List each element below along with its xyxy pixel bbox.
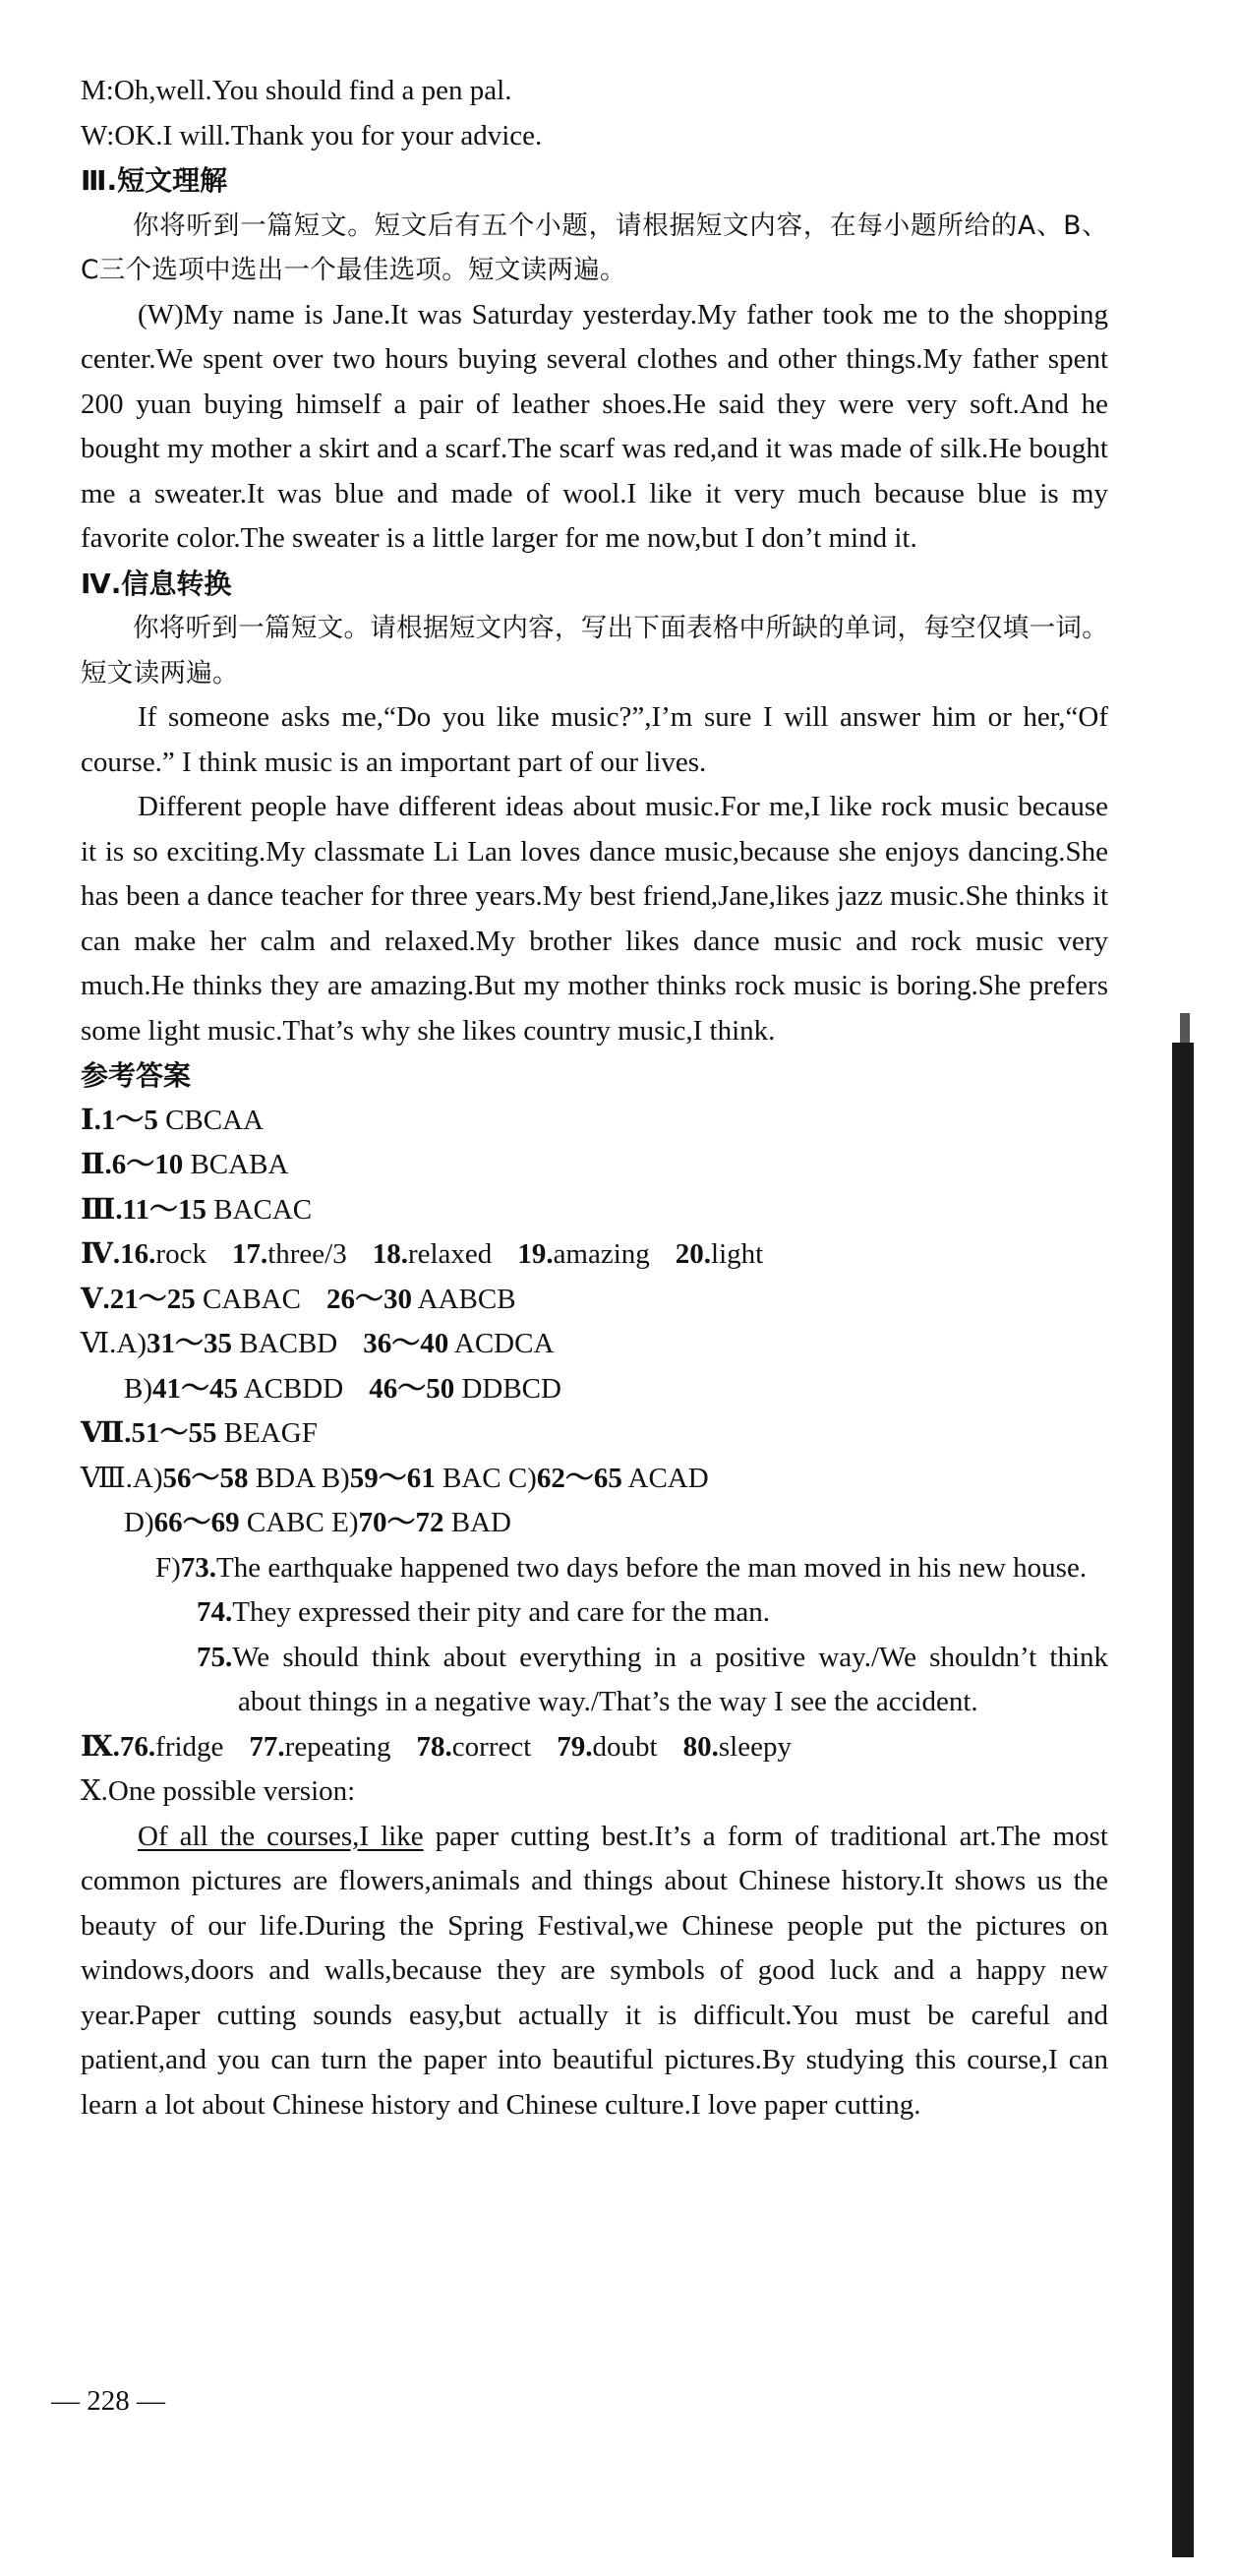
section4-instruction: 你将听到一篇短文。请根据短文内容，写出下面表格中所缺的单词，每空仅填一词。短文读两遍。 <box>81 613 1108 689</box>
answer-row-1: Ⅰ.1～5 CBCAA <box>81 1104 265 1136</box>
essay-underlined-phrase: Of all the courses,I like <box>138 1820 424 1852</box>
answer-row-2: Ⅱ.6～10 BCABA <box>81 1149 289 1180</box>
answer-row-6b: B)41～45 ACBDD 46～50 DDBCD <box>124 1372 561 1405</box>
answer-row-5: Ⅴ.21～25 CABAC 26～30 AABCB <box>81 1283 516 1315</box>
answer-row-75: 75.We should think about everything in a positive way./We shouldn’t think about things in a negative way./That’s the way I see the accident. <box>197 1641 1108 1717</box>
dialogue-w-line: W:OK.I will.Thank you for your advice. <box>81 119 543 151</box>
answer-row-8a: Ⅷ.A)56～58 BDA B)59～61 BAC C)62～65 ACAD <box>81 1462 709 1494</box>
answer-row-4: Ⅳ.16.rock 17.three/3 18.relaxed 19.amazing 20.light <box>81 1238 764 1270</box>
section4-heading: Ⅳ.信息转换 <box>81 567 232 600</box>
answer-row-7: Ⅶ.51～55 BEAGF <box>81 1417 318 1449</box>
dialogue-m-line: M:Oh,well.You should find a pen pal. <box>81 75 512 106</box>
section4-para2: Different people have different ideas about music.For me,I like rock music because it is so exciting.My classmate Li Lan loves dance music,because she enjoys dancing.She has been a dance teacher for three years.My best friend,Jane,likes jazz music.She thinks it can make her calm and relaxed.My brother likes dance music and rock music very much.He thinks they are amazing.But my mother thinks rock music is boring.She prefers some light music.That’s why she likes country music,I think. <box>81 791 1108 1047</box>
answer-row-6a: Ⅵ.A)31～35 BACBD 36～40 ACDCA <box>81 1328 555 1359</box>
document-page <box>81 69 1108 2127</box>
answers-heading: 参考答案 <box>81 1059 192 1092</box>
answer-row-74: 74.They expressed their pity and care for the man. <box>197 1596 771 1628</box>
answer-row-10: Ⅹ.One possible version: <box>81 1775 356 1807</box>
section3-instruction: 你将听到一篇短文。短文后有五个小题，请根据短文内容，在每小题所给的A、B、C三个选项中选出一个最佳选项。短文读两遍。 <box>81 210 1108 285</box>
page-number: — 228 — <box>51 2385 165 2417</box>
answer-row-3: Ⅲ.11～15 BACAC <box>81 1193 313 1226</box>
scan-edge-bar <box>1172 1043 1194 2557</box>
answer-row-73: F)73.The earthquake happened two days before the man moved in his new house. <box>155 1551 1088 1584</box>
section3-heading: Ⅲ.短文理解 <box>81 164 228 197</box>
answer-row-8d: D)66～69 CABC E)70～72 BAD <box>124 1507 511 1538</box>
section3-passage: (W)My name is Jane.It was Saturday yesterday.My father took me to the shopping center.We spent over two hours buying several clothes and other things.My father spent 200 yuan buying himself a pair of leather shoes.He said they were very soft.And he bought my mother a skirt and a scarf.The scarf was red,and it was made of silk.He bought me a sweater.It was blue and made of wool.I like it very much because blue is my favorite color.The sweater is a little larger for me now,but I don’t mind it. <box>81 298 1108 554</box>
answer-row-9: Ⅸ.76.fridge 77.repeating 78.correct 79.doubt 80.sleepy <box>81 1730 792 1763</box>
essay: Of all the courses,I like paper cutting best.It’s a form of traditional art.The most common pictures are flowers,animals and things about Chinese history.It shows us the beauty of our life.During the Spring Festival,we Chinese people put the pictures on windows,doors and walls,because they are symbols of good luck and a happy new year.Paper cutting sounds easy,but actually it is difficult.You must be careful and patient,and you can turn the paper into beautiful pictures.By studying this course,I can learn a lot about Chinese history and Chinese culture.I love paper cutting. <box>81 1820 1108 2121</box>
section4-para1: If someone asks me,“Do you like music?”,I’m sure I will answer him or her,“Of course.” I think music is an important part of our lives. <box>81 701 1108 778</box>
